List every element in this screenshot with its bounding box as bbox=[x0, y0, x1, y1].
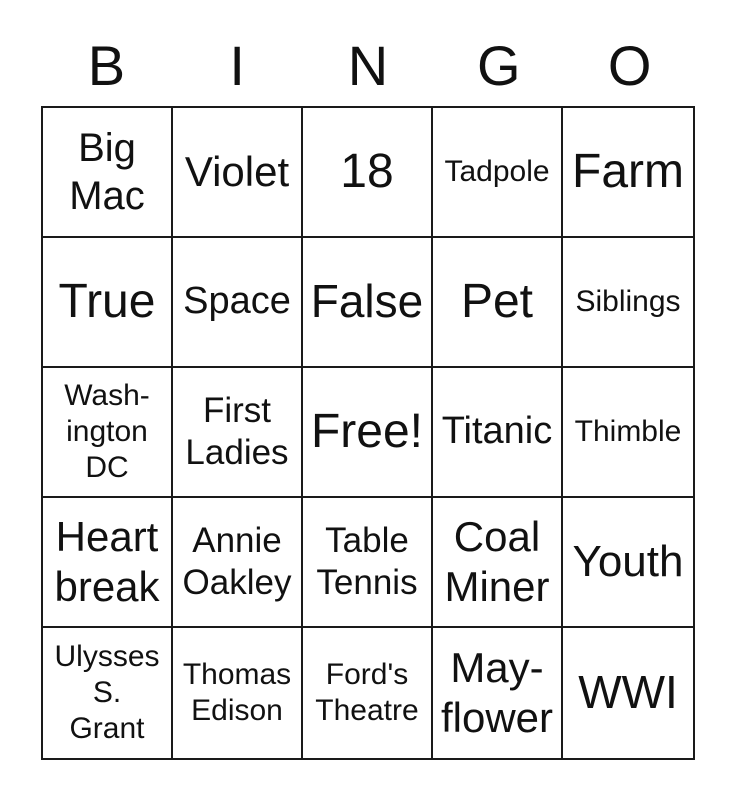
cell-line: 18 bbox=[340, 145, 394, 199]
cell-line: break bbox=[54, 563, 160, 610]
cell-line: flower bbox=[440, 694, 554, 741]
bingo-cell-r5c5[interactable] bbox=[563, 628, 693, 758]
cell-line: Theatre bbox=[315, 694, 419, 727]
bingo-cell-r1c1[interactable] bbox=[43, 108, 173, 238]
cell-line: Farm bbox=[572, 145, 684, 199]
cell-line: Ladies bbox=[185, 433, 289, 472]
cell-line: Oakley bbox=[182, 563, 292, 602]
bingo-cell-r2c3[interactable] bbox=[303, 238, 433, 368]
cell-line: Table bbox=[325, 521, 409, 560]
cell-line: Titanic bbox=[441, 410, 553, 453]
cell-line: False bbox=[310, 275, 424, 328]
cell-line: Tadpole bbox=[444, 155, 550, 188]
bingo-cell-r4c3[interactable] bbox=[303, 498, 433, 628]
cell-line: DC bbox=[85, 451, 129, 484]
cell-line: Space bbox=[183, 280, 291, 323]
cell-line: Big bbox=[78, 126, 136, 170]
bingo-cell-r5c4[interactable] bbox=[433, 628, 563, 758]
cell-line: Free! bbox=[310, 405, 424, 459]
bingo-cell-r4c1[interactable] bbox=[43, 498, 173, 628]
header-letter-g: G bbox=[477, 34, 521, 97]
cell-line: Grant bbox=[69, 712, 145, 745]
bingo-cell-r1c4[interactable] bbox=[433, 108, 563, 238]
bingo-cell-r5c2[interactable] bbox=[173, 628, 303, 758]
bingo-cell-r4c5[interactable] bbox=[563, 498, 693, 628]
cell-line: Youth bbox=[572, 536, 684, 586]
cell-line: Ford's bbox=[325, 658, 409, 691]
bingo-cell-r3c5[interactable] bbox=[563, 368, 693, 498]
bingo-cell-r3c3-free[interactable] bbox=[303, 368, 433, 498]
bingo-cell-r2c5[interactable] bbox=[563, 238, 693, 368]
bingo-cell-r2c1[interactable] bbox=[43, 238, 173, 368]
bingo-cell-r3c4[interactable] bbox=[433, 368, 563, 498]
cell-line: WWI bbox=[578, 666, 678, 719]
cell-line: Siblings bbox=[575, 285, 681, 318]
bingo-cell-r4c4[interactable] bbox=[433, 498, 563, 628]
bingo-header bbox=[41, 0, 695, 106]
bingo-card bbox=[41, 0, 695, 760]
header-letter-i: I bbox=[229, 34, 245, 97]
cell-line: May- bbox=[450, 643, 544, 691]
cell-line: Pet bbox=[460, 275, 534, 329]
cell-line: S. bbox=[92, 676, 122, 709]
bingo-cell-r3c2[interactable] bbox=[173, 368, 303, 498]
cell-line: Thimble bbox=[574, 415, 682, 448]
bingo-cell-r4c2[interactable] bbox=[173, 498, 303, 628]
bingo-cell-r2c4[interactable] bbox=[433, 238, 563, 368]
bingo-cell-r1c5[interactable] bbox=[563, 108, 693, 238]
bingo-cell-r3c1[interactable] bbox=[43, 368, 173, 498]
cell-line: Miner bbox=[444, 563, 550, 610]
cell-line: Coal bbox=[453, 512, 541, 560]
cell-line: Violet bbox=[184, 147, 290, 195]
cell-line: Ulysses bbox=[54, 640, 160, 673]
header-letter-n: N bbox=[347, 34, 389, 97]
cell-line: Wash- bbox=[64, 379, 150, 412]
bingo-grid bbox=[41, 106, 695, 760]
header-letter-b: B bbox=[87, 34, 126, 97]
cell-line: Edison bbox=[191, 694, 283, 727]
cell-line: Heart bbox=[55, 512, 159, 560]
bingo-cell-r5c1[interactable] bbox=[43, 628, 173, 758]
bingo-cell-r1c3[interactable] bbox=[303, 108, 433, 238]
cell-line: Thomas bbox=[182, 658, 292, 691]
cell-line: True bbox=[58, 275, 156, 329]
cell-line: Annie bbox=[192, 521, 282, 560]
cell-line: Tennis bbox=[316, 563, 418, 602]
cell-line: ington bbox=[66, 415, 148, 448]
cell-line: First bbox=[202, 391, 272, 430]
bingo-cell-r2c2[interactable] bbox=[173, 238, 303, 368]
header-letter-o: O bbox=[607, 34, 652, 97]
bingo-cell-r1c2[interactable] bbox=[173, 108, 303, 238]
bingo-cell-r5c3[interactable] bbox=[303, 628, 433, 758]
cell-line: Mac bbox=[69, 174, 145, 218]
